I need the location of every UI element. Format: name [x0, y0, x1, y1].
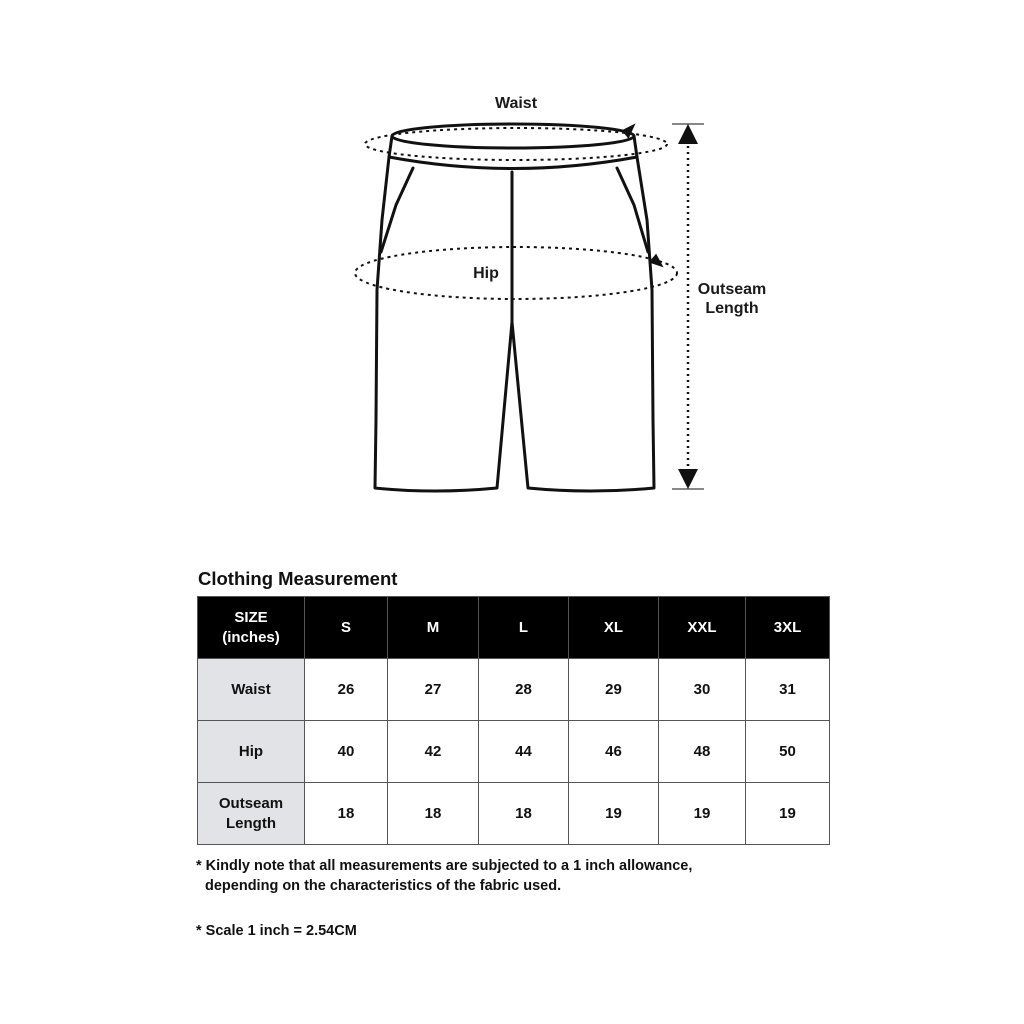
table-cell: 46	[569, 721, 659, 783]
table-cell: 18	[305, 783, 388, 845]
table-cell: 30	[659, 659, 746, 721]
table-cell: 27	[388, 659, 479, 721]
table-cell: 19	[746, 783, 830, 845]
size-column-xl: XL	[569, 597, 659, 659]
table-row-hip	[198, 721, 830, 783]
table-row-waist	[198, 659, 830, 721]
table-cell: 19	[569, 783, 659, 845]
allowance-note-line2: depending on the characteristics of the fabric used.	[205, 878, 562, 894]
table-cell: 18	[479, 783, 569, 845]
table-cell: 18	[388, 783, 479, 845]
table-cell: 40	[305, 721, 388, 783]
waist-measure-loop	[365, 128, 667, 160]
row-label-hip	[198, 721, 305, 783]
waist-label: Waist	[494, 95, 538, 112]
table-title: Clothing Measurement	[198, 568, 398, 589]
table-row-outseam-length	[198, 783, 830, 845]
outseam-label-line2: Length	[705, 300, 759, 317]
table-cell: 44	[479, 721, 569, 783]
table-cell: 31	[746, 659, 830, 721]
table-cell: 48	[659, 721, 746, 783]
table-cell: 19	[659, 783, 746, 845]
row-label-waist	[198, 659, 305, 721]
size-column-s: S	[305, 597, 388, 659]
row-label-outseam-length	[198, 783, 305, 845]
size-column-l: L	[479, 597, 569, 659]
size-header-line2: (inches)	[222, 628, 280, 646]
size-column-m: M	[388, 597, 479, 659]
table-cell: 28	[479, 659, 569, 721]
hip-measure-loop	[355, 247, 677, 299]
hip-label: Hip	[473, 265, 499, 282]
size-header-line1: SIZE	[234, 608, 268, 626]
scale-note: * Scale 1 inch = 2.54CM	[196, 923, 357, 939]
size-header-cell	[198, 597, 305, 659]
row-label-line1: Waist	[231, 680, 271, 698]
size-chart-table	[197, 596, 830, 845]
row-label-line2: Length	[226, 814, 276, 832]
outseam-measure-arrow	[672, 124, 704, 489]
shorts-outline	[375, 124, 654, 491]
table-cell: 50	[746, 721, 830, 783]
table-cell: 26	[305, 659, 388, 721]
waist-loop-arrow	[622, 125, 634, 138]
outseam-label-line1: Outseam	[697, 281, 767, 298]
allowance-note-line1: * Kindly note that all measurements are subjected to a 1 inch allowance,	[196, 858, 693, 874]
table-cell: 29	[569, 659, 659, 721]
size-column-xxl: XXL	[659, 597, 746, 659]
row-label-line1: Hip	[238, 742, 264, 760]
table-cell: 42	[388, 721, 479, 783]
row-label-line1: Outseam	[218, 794, 284, 812]
table-header-row	[198, 597, 830, 659]
size-column-3xl: 3XL	[746, 597, 830, 659]
